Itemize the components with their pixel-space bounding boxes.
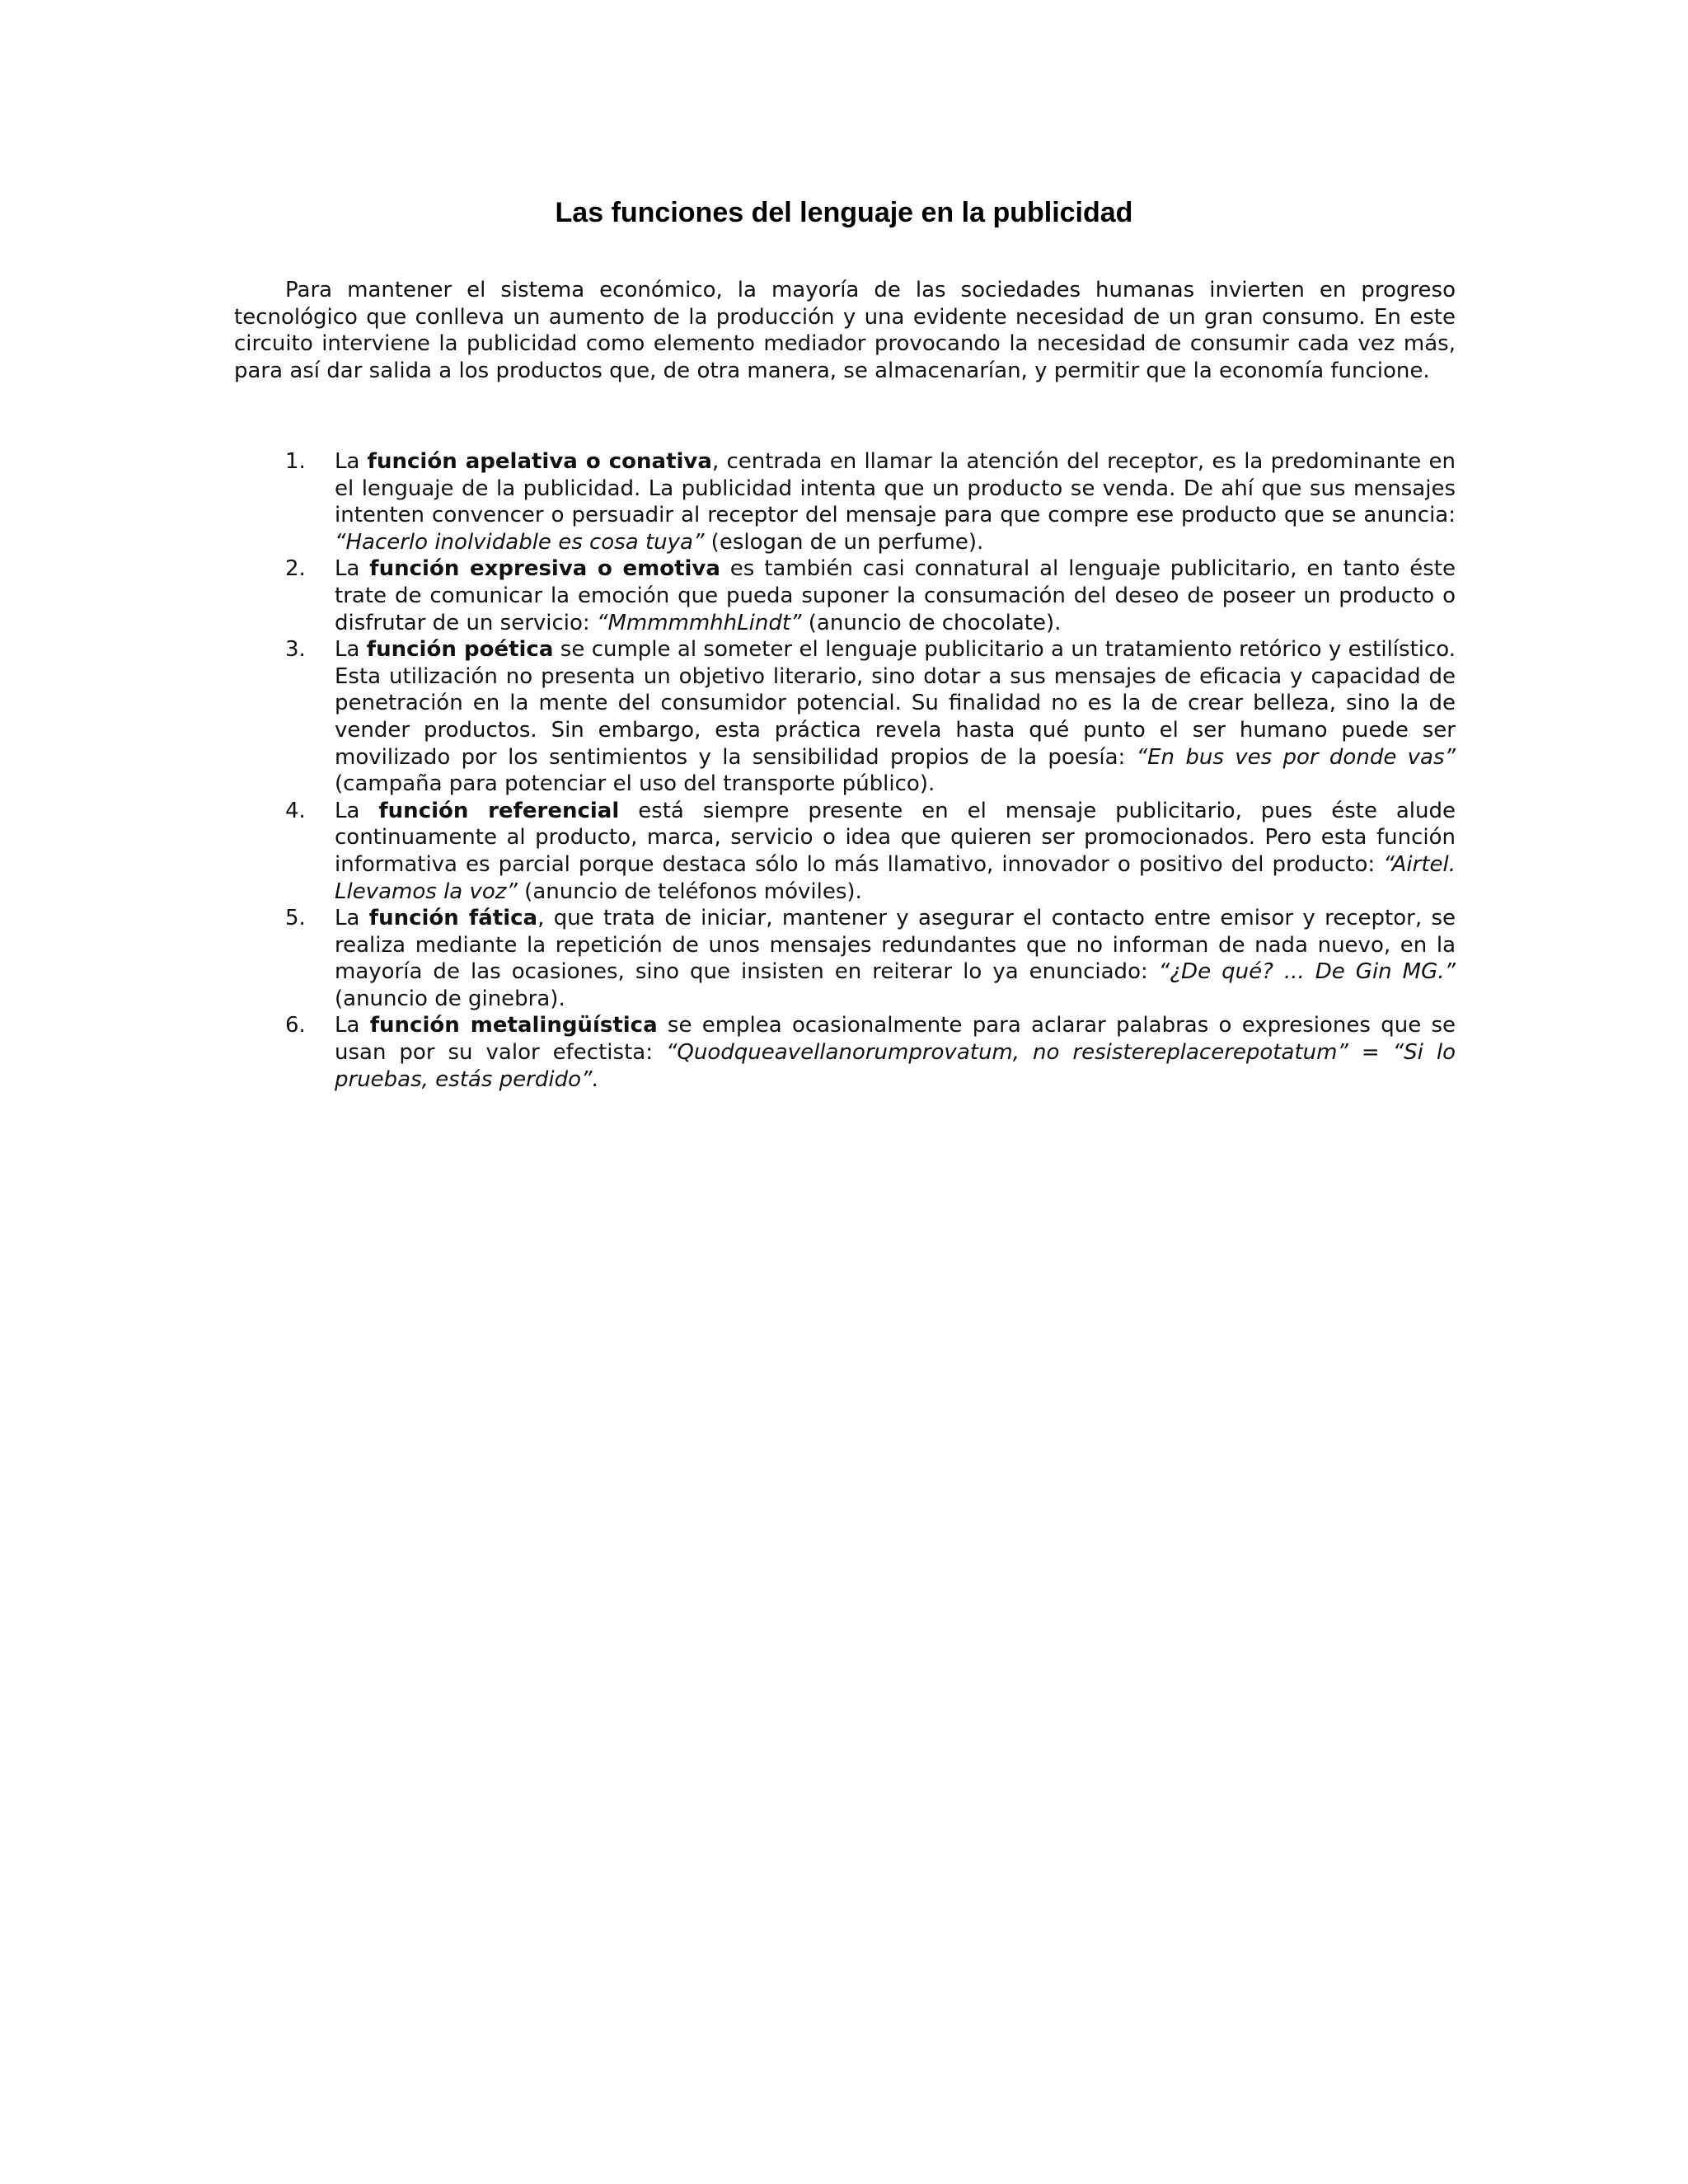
list-item-text: , centrada en llamar la atención del receptor, es la predominante en el lenguaje de la publicidad. La publicidad intenta que un producto se venda. De ahí que sus mensajes intenten convencer o persuadir al receptor del mensaje para que compre ese producto que se anuncia: [335, 449, 1456, 528]
list-item-text: se emplea ocasionalmente para aclarar palabras o expresiones que se usan por su valor efectista: [335, 1013, 1456, 1066]
list-item [234, 905, 1456, 1012]
list-item-lead: La [335, 906, 369, 931]
list-item-example: “En bus ves por donde vas” [1136, 744, 1456, 770]
list-item-tail: (anuncio de chocolate). [801, 610, 1062, 635]
list-item-term: función metalingüística [369, 1013, 658, 1038]
list-item-example: “Hacerlo inolvidable es cosa tuya” [335, 529, 705, 555]
list-item-example: “¿De qué? ... De Gin MG.” [1158, 959, 1456, 985]
list-item-text: está siempre presente en el mensaje publicitario, pues éste alude continuamente al producto, marca, servicio o idea que quieren ser promocionados. Pero esta función informativa es parcial porque destaca sólo lo más llamativo, innovador o positivo del producto: [335, 798, 1456, 877]
list-item [234, 555, 1456, 636]
list-item [234, 636, 1456, 798]
list-item [234, 448, 1456, 555]
list-item-text: es también casi connatural al lenguaje publicitario, en tanto éste trate de comunicar la emoción que pueda suponer la consumación del deseo de poseer un producto o disfrutar de un servicio: [335, 556, 1456, 635]
list-item-term: función poética [366, 637, 554, 663]
list-item-lead: La [335, 1013, 370, 1038]
list-item-number: 5. [285, 906, 306, 931]
list-item-lead: La [335, 798, 379, 823]
list-item-lead: La [335, 449, 368, 474]
list-item [234, 798, 1456, 905]
list-item-number: 3. [285, 637, 306, 663]
list-item-term: función referencial [378, 798, 620, 823]
list-item-number: 4. [285, 798, 306, 823]
list-item-text: , que trata de iniciar, mantener y asegurar el contacto entre emisor y receptor, se realiza mediante la repetición de unos mensajes redundantes que no informan de nada nuevo, en la mayoría de las ocasiones, sino que insisten en reiterar lo ya enunciado: [335, 906, 1456, 985]
list-item-tail: (anuncio de teléfonos móviles). [517, 879, 862, 904]
list-item-tail: (eslogan de un perfume). [704, 529, 984, 555]
page-title: Las funciones del lenguaje en la publicidad [555, 197, 1133, 228]
list-item-text: se cumple al someter el lenguaje publicitario a un tratamiento retórico y estilístico. Esta utilización no presenta un objetivo literario, sino dotar a sus mensajes de eficacia y capacidad de penetración en la mente del consumidor potencial. Su finalidad no es la de crear belleza, sino la de vender productos. Sin embargo, esta práctica revela hasta qué punto el ser humano puede ser movilizado por los sentimientos y la sensibilidad propios de la poesía: [335, 637, 1456, 770]
list-item [234, 1012, 1456, 1093]
list-item-tail: (anuncio de ginebra). [335, 986, 565, 1011]
list-item-example: “Airtel. Llevamos la voz” [335, 851, 1456, 904]
list-item-term: función expresiva o emotiva [369, 556, 720, 582]
list-item-lead: La [335, 556, 370, 582]
list-item-number: 6. [285, 1013, 306, 1038]
intro-paragraph: Para mantener el sistema económico, la mayoría de las sociedades humanas invierten en progreso tecnológico que conlleva un aumento de la producción y una evidente necesidad de un gran consumo. En este circuito interviene la publicidad como elemento mediador provocando la necesidad de consumir cada vez más, para así dar salida a los productos que, de otra manera, se almacenarían, y permitir que la economía funcione. [234, 278, 1456, 383]
functions-list [234, 448, 1456, 1093]
list-item-example: “MmmmmhhLindt” [596, 610, 802, 635]
list-item-term: función fática [368, 906, 538, 931]
list-item-tail: (campaña para potenciar el uso del transporte público). [335, 771, 935, 797]
list-item-number: 2. [285, 556, 306, 582]
list-item-term: función apelativa o conativa [367, 449, 712, 474]
list-item-number: 1. [285, 449, 306, 474]
list-item-lead: La [335, 637, 367, 663]
list-item-example: “Quodqueavellanorumprovatum, no resistereplacerepotatum” = “Si lo pruebas, estás perdido”. [335, 1040, 1456, 1092]
